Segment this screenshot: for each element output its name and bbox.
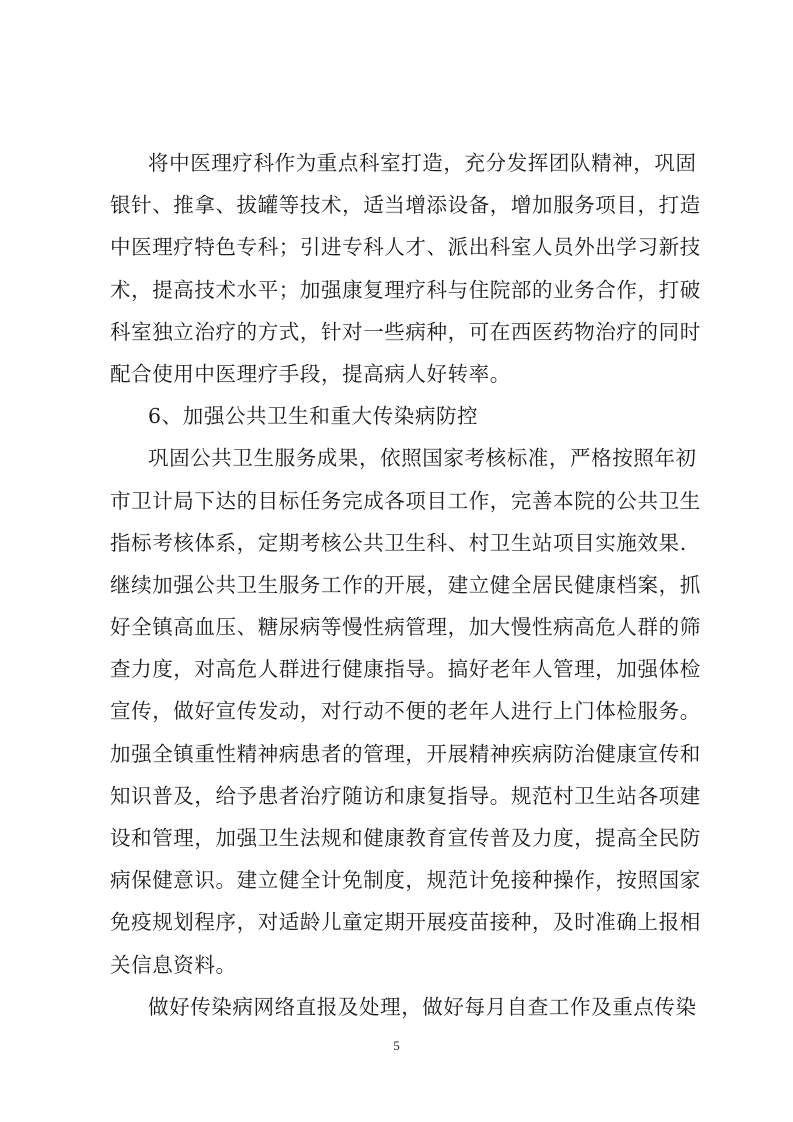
- paragraph-line: 免疫规划程序，对适龄儿童定期开展疫苗接种，及时准确上报相: [110, 910, 701, 935]
- paragraph-line: 关信息资料。: [110, 952, 237, 977]
- paragraph-line: 将中医理疗科作为重点科室打造，充分发挥团队精神，巩固: [148, 151, 697, 175]
- document-body: [110, 142, 700, 1028]
- paragraph-line: 好全镇高血压、糖尿病等慢性病管理，加大慢性病高危人群的筛: [110, 615, 701, 640]
- paragraph-line: 做好传染病网络直报及处理，做好每月自查工作及重点传染: [148, 994, 697, 1019]
- paragraph-line: 巩固公共卫生服务成果，依照国家考核标准，严格按照年初: [148, 446, 697, 471]
- paragraph-line: 术，提高技术水平；加强康复理疗科与住院部的业务合作，打破: [110, 277, 701, 302]
- section-heading: 6、加强公共卫生和重大传染病防控: [148, 404, 479, 429]
- paragraph-line: 查力度，对高危人群进行健康指导。搞好老年人管理，加强体检: [110, 657, 701, 682]
- paragraph-line: 中医理疗特色专科；引进专科人才、派出科室人员外出学习新技: [110, 235, 701, 260]
- paragraph-line: 设和管理，加强卫生法规和健康教育宣传普及力度，提高全民防: [110, 826, 701, 850]
- paragraph-line: 病保健意识。建立健全计免制度，规范计免接种操作，按照国家: [110, 868, 701, 893]
- paragraph-line: 科室独立治疗的方式，针对一些病种，可在西医药物治疗的同时: [110, 319, 701, 344]
- paragraph-line: 继续加强公共卫生服务工作的开展，建立健全居民健康档案，抓: [110, 572, 701, 597]
- paragraph-line: 宣传，做好宣传发动，对行动不便的老年人进行上门体检服务。: [110, 699, 701, 724]
- page-number: 5: [393, 1038, 400, 1053]
- paragraph-line: 配合使用中医理疗手段，提高病人好转率。: [110, 361, 511, 386]
- paragraph-line: 知识普及，给予患者治疗随访和康复指导。规范村卫生站各项建: [110, 783, 701, 808]
- paragraph-line: 指标考核体系，定期考核公共卫生科、村卫生站项目实施效果.: [110, 530, 687, 555]
- paragraph-line: 银针、推拿、拔罐等技术，适当增添设备，增加服务项目，打造: [110, 193, 701, 218]
- paragraph-line: 加强全镇重性精神病患者的管理，开展精神疾病防治健康宣传和: [110, 741, 701, 766]
- paragraph-line: 市卫计局下达的目标任务完成各项目工作，完善本院的公共卫生: [110, 488, 701, 513]
